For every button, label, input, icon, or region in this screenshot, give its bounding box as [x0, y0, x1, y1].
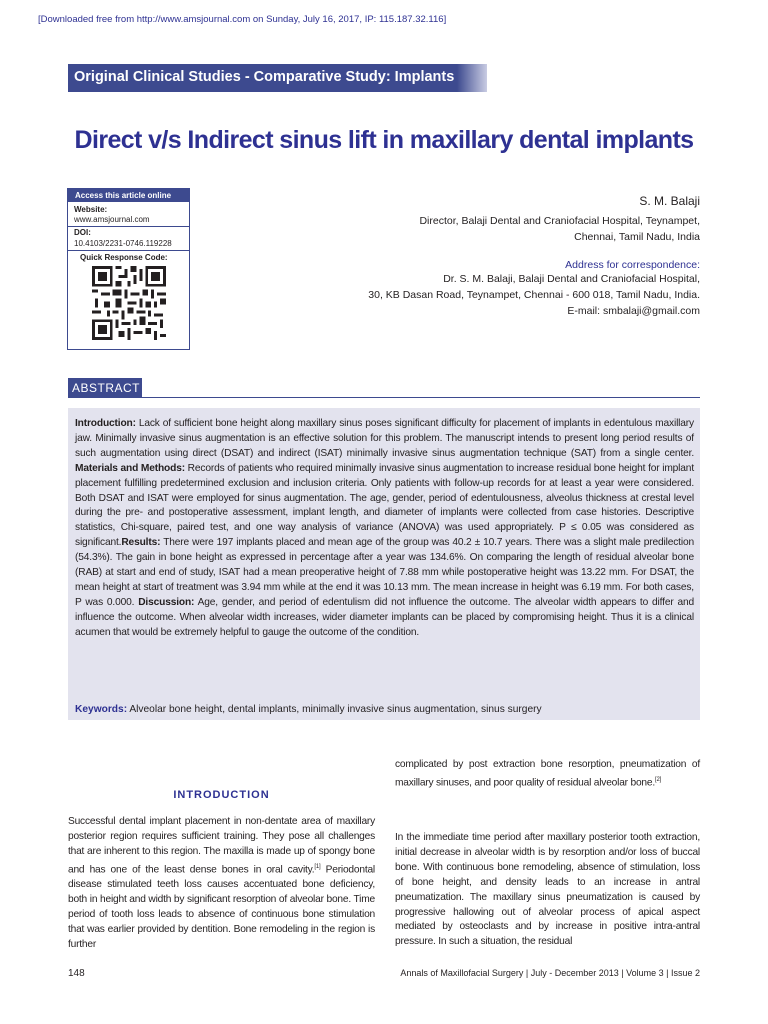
- abstract-heading: ABSTRACT: [68, 378, 142, 398]
- paragraph-text: Periodontal disease stimulated teeth loss causes accentuated bone deficiency, both in height and width by significant resorption of alveolar bone. Time period of tooth loss leads to absence of continuous bone stimulation that was earlier provided by dentition. Bone remodeling in the region is further: [68, 864, 375, 950]
- correspondence-address: [368, 271, 700, 319]
- citation-ref[interactable]: [1]: [314, 863, 321, 870]
- abstract-rule: [68, 397, 700, 398]
- doi-value: 10.4103/2231-0746.119228: [74, 239, 172, 248]
- results-text: There were 197 implants placed and mean age of the group was 40.2 ± 10.7 years. There was a slight male predilection (54.3%). The gain in bone height as expressed in percentage after a year was 134.6%. On comparing the length of residual alveolar bone (RAB) at start and end of study, ISAT had a mean preoperative height of 7.88 mm while postoperative height was 13.22 mm. For DSAT, the mean height at start of treatment was 3.94 mm while at the end it was 10.13 mm. The mean increase in height was 6.19 mm. For both cases, P was 0.000.: [75, 537, 694, 608]
- doi-label: DOI:: [74, 228, 91, 237]
- keywords-label: Keywords:: [75, 704, 128, 715]
- discussion-text: Age, gender, and period of edentulism did not influence the outcome. The alveolar width appears to differ and influence the outcome. When alveolar width increases, wider diameter implants can be placed by compromising height. Thus it is a clinical acumen that would be extremely helpful to gauge the outcome of the condition.: [75, 596, 695, 638]
- results-label: Results:: [121, 537, 161, 549]
- article-title: Direct v/s Indirect sinus lift in maxillary dental implants: [74, 126, 694, 154]
- intro-text: Lack of sufficient bone height along maxillary sinus poses significant difficulty for placement of implants in edentulous maxillary jaw. Minimally invasive sinus augmentation is an effective solution for this problem. The manuscript intends to present long period results of such augmentation using direct (DSAT) and indirect (ISAT) minimally invasive sinus augmentation technique (SAT) from a single center.: [75, 418, 694, 459]
- website-link[interactable]: www.amsjournal.com: [74, 215, 150, 224]
- body-column-right-top: [395, 758, 700, 791]
- paragraph-text: complicated by post extraction bone resorption, pneumatization of maxillary sinuses, and poor quality of residual alveolar bone.: [395, 759, 700, 789]
- keywords-text: Alveolar bone height, dental implants, minimally invasive sinus augmentation, sinus surgery: [127, 704, 542, 715]
- qr-code-icon[interactable]: [92, 266, 166, 340]
- correspondence-line: Dr. S. M. Balaji, Balaji Dental and Craniofacial Hospital,: [443, 273, 700, 285]
- intro-label: Introduction:: [75, 418, 136, 429]
- category-label: Original Clinical Studies - Comparative Study: Implants: [74, 69, 455, 85]
- author-name: S. M. Balaji: [639, 194, 700, 208]
- access-divider: [68, 226, 189, 227]
- page-number: 148: [68, 968, 85, 979]
- qr-label: Quick Response Code:: [80, 253, 168, 262]
- paragraph-text: Successful dental implant placement in non-dentate area of maxillary posterior region requires sufficient training. They pose all challenges that are inherent to this region. The maxilla is made up of spongy bone and has one of the least dense bones in oral cavity.: [68, 816, 375, 876]
- affiliation-line: Director, Balaji Dental and Craniofacial Hospital, Teynampet,: [419, 215, 700, 227]
- keywords: [75, 703, 694, 717]
- affiliation-line: Chennai, Tamil Nadu, India: [574, 231, 700, 243]
- citation-ref[interactable]: [2]: [654, 776, 662, 783]
- email[interactable]: E-mail: smbalaji@gmail.com: [567, 305, 700, 317]
- access-divider: [68, 250, 189, 251]
- introduction-heading: INTRODUCTION: [173, 789, 270, 801]
- author-affiliation: [419, 213, 700, 245]
- access-box-header: Access this article online: [68, 189, 189, 202]
- correspondence-heading: Address for correspondence:: [565, 259, 700, 271]
- abstract-text: [75, 417, 694, 641]
- correspondence-line: 30, KB Dasan Road, Teynampet, Chennai - 600 018, Tamil Nadu, India.: [368, 289, 700, 301]
- body-column-right: In the immediate time period after maxillary posterior tooth extraction, initial decrease in alveolar width is by resorption and/or loss of buccal bone. With continuous bone remodeling, absence of stimulation, loss of bone height, and density leads to an increase in antral pneumatization. The maxillary sinus pneumatization is caused by progressive hallowing out of alveolar process of apical aspect mediated by osteoclasts and by increase in positive intra-antral pressure. In such a situation, the residual: [395, 832, 700, 948]
- website-label: Website:: [74, 205, 108, 214]
- discussion-label: Discussion:: [138, 596, 195, 608]
- journal-footer: Annals of Maxillofacial Surgery | July - December 2013 | Volume 3 | Issue 2: [400, 968, 700, 978]
- methods-label: Materials and Methods:: [75, 462, 185, 474]
- methods-text: Records of patients who required minimally invasive sinus augmentation to increase residual bone height for implant placement fulfilling predetermined exclusion and inclusion criteria. Only patients with follow-up records for at least a year were considered. Both DSAT and ISAT were employed for sinus augmentation. The age, gender, period of edentulousness, alveolus thickness at crestal level during the pre- and postoperative assessment, implant length, and diameter of implants were collected from case histories. Descriptive statistics, Chi-square, paired test, and one way analysis of variance (ANOVA) was used appropriately. P ≤ 0.05 was considered as significant.: [75, 462, 694, 549]
- body-column-left: [68, 815, 375, 953]
- download-note: [Downloaded free from http://www.amsjournal.com on Sunday, July 16, 2017, IP: 115.187.32.116]: [38, 14, 447, 25]
